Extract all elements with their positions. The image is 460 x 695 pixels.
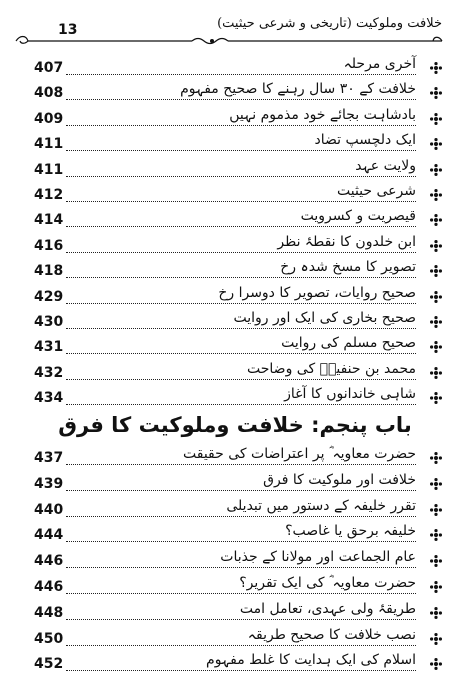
dotted-leader bbox=[66, 593, 416, 594]
flower-bullet-icon bbox=[430, 452, 442, 464]
dotted-leader bbox=[66, 328, 416, 329]
toc-page-number: 411 bbox=[34, 136, 64, 153]
dotted-leader bbox=[66, 670, 416, 671]
flower-bullet-icon bbox=[430, 164, 442, 176]
header-ornament-line bbox=[12, 34, 448, 48]
dotted-leader bbox=[66, 353, 416, 354]
toc-entry bbox=[0, 234, 460, 258]
toc-entry-title: صحیح مسلم کی روایت bbox=[277, 335, 416, 351]
toc-entry bbox=[0, 446, 460, 470]
toc-entry-title: عام الجماعت اور مولانا کے جذبات bbox=[216, 549, 416, 565]
toc-page-number: 448 bbox=[34, 604, 64, 621]
toc-entry bbox=[0, 310, 460, 334]
dotted-leader bbox=[66, 541, 416, 542]
flower-bullet-icon bbox=[430, 62, 442, 74]
toc-entry bbox=[0, 575, 460, 599]
flower-bullet-icon bbox=[430, 341, 442, 353]
toc-page-number: 407 bbox=[34, 60, 64, 76]
dotted-leader bbox=[66, 567, 416, 568]
chapter-heading: باب پنجم: خلافت وملوکیت کا فرق bbox=[58, 413, 412, 437]
toc-page-number: 440 bbox=[34, 501, 64, 518]
dotted-leader bbox=[66, 490, 416, 491]
running-title: خلافت وملوکیت (تاریخی و شرعی حیثیت) bbox=[217, 16, 442, 31]
dotted-leader bbox=[66, 619, 416, 620]
dotted-leader bbox=[66, 74, 416, 75]
toc-entry bbox=[0, 107, 460, 131]
toc-page-number: 416 bbox=[34, 237, 64, 254]
toc-entry bbox=[0, 523, 460, 547]
toc-entry-title: نصب خلافت کا صحیح طریقہ bbox=[244, 627, 416, 643]
toc-entry bbox=[0, 81, 460, 105]
toc-page-number: 432 bbox=[34, 364, 64, 381]
dotted-leader bbox=[66, 277, 416, 278]
toc-entry bbox=[0, 627, 460, 651]
toc-entry bbox=[0, 208, 460, 232]
toc-page-number: 431 bbox=[34, 339, 64, 356]
toc-page-number: 446 bbox=[34, 553, 64, 570]
flower-bullet-icon bbox=[430, 214, 442, 226]
toc-entry-title: خلافت اور ملوکیت کا فرق bbox=[259, 472, 416, 488]
toc-entry-title: ایک دلچسپ تضاد bbox=[310, 132, 416, 148]
toc-page-number: 412 bbox=[34, 187, 64, 203]
toc-entry bbox=[0, 132, 460, 156]
flower-bullet-icon bbox=[430, 478, 442, 490]
toc-entry-title: خلافت کے ۳۰ سال رہنے کا صحیح مفہوم bbox=[176, 81, 416, 97]
flower-bullet-icon bbox=[430, 87, 442, 99]
toc-entry-title: شاہی خاندانوں کا آغاز bbox=[280, 386, 416, 402]
toc-page-number: 429 bbox=[34, 288, 64, 305]
dotted-leader bbox=[66, 125, 416, 126]
toc-page-number: 434 bbox=[34, 390, 64, 407]
toc-entry bbox=[0, 56, 460, 80]
flower-bullet-icon bbox=[430, 240, 442, 252]
toc-entry bbox=[0, 549, 460, 573]
toc-page-number: 444 bbox=[34, 527, 64, 544]
dotted-leader bbox=[66, 99, 416, 100]
toc-entry-title: محمد بن حنفیہؒ کی وضاحت bbox=[243, 361, 416, 377]
flower-bullet-icon bbox=[430, 392, 442, 404]
toc-entry-title: قیصریت و کسرویت bbox=[297, 208, 416, 224]
toc-entry-title: آخری مرحلہ bbox=[340, 56, 416, 72]
toc-entry-title: طریقۂ ولی عہدی، تعامل امت bbox=[236, 601, 416, 617]
toc-entry-title: بادشاہت بجائے خود مذموم نہیں bbox=[225, 107, 416, 123]
flower-bullet-icon bbox=[430, 189, 442, 201]
toc-entry-title: حضرت معاویہ ؓ کی ایک تقریر؟ bbox=[235, 575, 416, 591]
flower-bullet-icon bbox=[430, 367, 442, 379]
page-number: 13 bbox=[58, 22, 78, 38]
toc-entry bbox=[0, 259, 460, 283]
toc-entry bbox=[0, 652, 460, 676]
dotted-leader bbox=[66, 226, 416, 227]
flower-bullet-icon bbox=[430, 555, 442, 567]
toc-entry-title: تقرر خلیفہ کے دستور میں تبدیلی bbox=[222, 498, 416, 514]
flower-bullet-icon bbox=[430, 291, 442, 303]
toc-entry-title: ولایت عہد bbox=[351, 158, 416, 174]
toc-page-number: 439 bbox=[34, 475, 64, 492]
toc-entry bbox=[0, 386, 460, 410]
toc-entry-title: خلیفہ برحق یا غاصب؟ bbox=[281, 523, 416, 539]
dotted-leader bbox=[66, 252, 416, 253]
flower-bullet-icon bbox=[430, 504, 442, 516]
toc-page-number: 409 bbox=[34, 110, 64, 127]
flower-bullet-icon bbox=[430, 581, 442, 593]
toc-entry bbox=[0, 472, 460, 496]
toc-entry bbox=[0, 335, 460, 359]
toc-entry-title: صحیح بخاری کی ایک اور روایت bbox=[230, 310, 416, 326]
flower-bullet-icon bbox=[430, 529, 442, 541]
flower-bullet-icon bbox=[430, 138, 442, 150]
toc-page-number: 414 bbox=[34, 212, 64, 229]
toc-entry-title: اسلام کی ایک ہدایت کا غلط مفہوم bbox=[202, 652, 416, 668]
toc-entry-title: حضرت معاویہ ؓ پر اعتراضات کی حقیقت bbox=[179, 446, 416, 462]
flower-bullet-icon bbox=[430, 633, 442, 645]
page-header bbox=[12, 10, 448, 44]
dotted-leader bbox=[66, 176, 416, 177]
toc-page-number: 437 bbox=[34, 450, 64, 466]
flower-bullet-icon bbox=[430, 658, 442, 670]
toc-entry bbox=[0, 285, 460, 309]
dotted-leader bbox=[66, 303, 416, 304]
toc-page-number: 452 bbox=[34, 656, 64, 673]
toc-entry bbox=[0, 158, 460, 182]
toc-entry bbox=[0, 498, 460, 522]
toc-page-number: 450 bbox=[34, 630, 64, 647]
dotted-leader bbox=[66, 645, 416, 646]
flower-bullet-icon bbox=[430, 607, 442, 619]
toc-entry-title: شرعی حیثیت bbox=[333, 183, 416, 199]
toc-entry-title: ابن خلدون کا نقطۂ نظر bbox=[273, 234, 416, 250]
toc-entry bbox=[0, 183, 460, 207]
dotted-leader bbox=[66, 379, 416, 380]
dotted-leader bbox=[66, 201, 416, 202]
toc-page-number: 430 bbox=[34, 314, 64, 330]
dotted-leader bbox=[66, 516, 416, 517]
toc-page-number: 418 bbox=[34, 263, 64, 280]
toc-entry-title: تصویر کا مسخ شدہ رخ bbox=[276, 259, 416, 275]
flower-bullet-icon bbox=[430, 265, 442, 277]
dotted-leader bbox=[66, 464, 416, 465]
toc-page-number: 446 bbox=[34, 579, 64, 595]
toc-page-number: 411 bbox=[34, 161, 64, 178]
toc-entry-title: صحیح روایات، تصویر کا دوسرا رخ bbox=[214, 285, 416, 301]
toc-entry bbox=[0, 601, 460, 625]
flower-bullet-icon bbox=[430, 113, 442, 125]
toc-entry bbox=[0, 361, 460, 385]
toc-page-number: 408 bbox=[34, 85, 64, 102]
dotted-leader bbox=[66, 150, 416, 151]
dotted-leader bbox=[66, 404, 416, 405]
flower-bullet-icon bbox=[430, 316, 442, 328]
